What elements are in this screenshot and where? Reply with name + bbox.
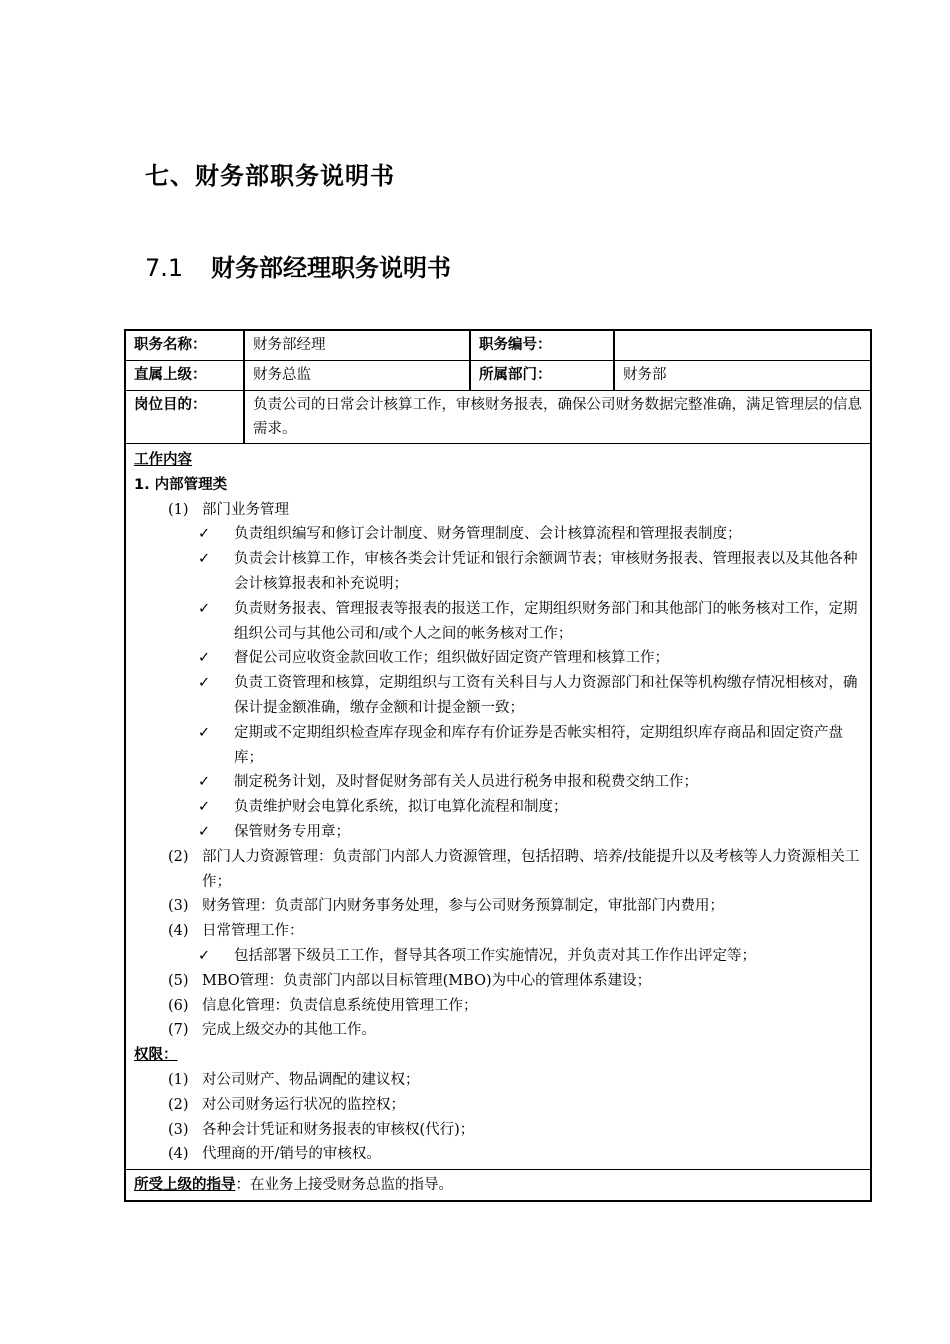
authority-item-number: (2) — [168, 1096, 189, 1113]
work-item-text: 完成上级交办的其他工作。 — [202, 1022, 376, 1039]
checkmark-icon: ✓ — [198, 551, 211, 568]
checklist-item — [134, 646, 862, 671]
checklist-item — [134, 547, 862, 597]
checkmark-icon: ✓ — [198, 650, 211, 667]
work-item-number: (3) — [168, 898, 189, 915]
checklist-text: 负责工资管理和核算，定期组织与工资有关科目与人力资源部门和社保等机构缴存情况相核对，确保计提金额准确，缴存金额和计提金额一致； — [234, 675, 858, 716]
authority-item-text: 对公司财务运行状况的监控权； — [202, 1096, 405, 1113]
purpose-value: 负责公司的日常会计核算工作，审核财务报表，确保公司财务数据完整准确，满足管理层的信息需求。 — [253, 397, 862, 437]
work-item-text: 部门业务管理 — [202, 501, 289, 518]
checklist-item — [134, 597, 862, 647]
checklist-text: 制定税务计划，及时督促财务部有关人员进行税务申报和税费交纳工作； — [234, 774, 698, 791]
authority-list — [134, 1068, 862, 1167]
checklist-item — [134, 522, 862, 547]
checklist-item — [134, 944, 862, 969]
work-content-title: 工作内容 — [134, 452, 192, 468]
checklist-text: 保管财务专用章； — [234, 823, 350, 840]
purpose-label: 岗位目的： — [126, 391, 245, 443]
work-item-number: (6) — [168, 997, 189, 1014]
checklist-text: 负责会计核算工作，审核各类会计凭证和银行余额调节表；审核财务报表、管理报表以及其他各种会计核算报表和补充说明； — [234, 551, 858, 592]
work-item-text: MBO管理：负责部门内部以目标管理(MBO)为中心的管理体系建设； — [202, 972, 652, 989]
guidance-text: ：在业务上接受财务总监的指导。 — [235, 1177, 453, 1194]
job-code-label: 职务编号： — [471, 331, 615, 360]
authority-item — [134, 1118, 862, 1143]
guidance-row — [126, 1170, 870, 1200]
work-item-text: 信息化管理：负责信息系统使用管理工作； — [202, 997, 478, 1014]
work-item-number: (4) — [168, 923, 189, 940]
checklist-item — [134, 721, 862, 771]
job-description-table — [124, 329, 872, 1202]
work-item-number: (2) — [168, 848, 189, 865]
subsection-number: 7.1 — [145, 254, 184, 282]
checklist-text: 包括部署下级员工工作，督导其各项工作实施情况，并负责对其工作作出评定等； — [234, 947, 756, 964]
work-item — [134, 845, 862, 895]
work-item-text: 日常管理工作： — [202, 923, 304, 940]
checkmark-icon: ✓ — [198, 675, 211, 692]
work-item — [134, 894, 862, 919]
checklist-item — [134, 795, 862, 820]
work-item — [134, 969, 862, 994]
authority-item — [134, 1093, 862, 1118]
authority-item — [134, 1068, 862, 1093]
checkmark-icon: ✓ — [198, 600, 211, 617]
work-item — [134, 994, 862, 1019]
job-code-value — [615, 331, 870, 360]
authority-item-number: (3) — [168, 1121, 189, 1138]
authority-item-text: 对公司财产、物品调配的建议权； — [202, 1071, 420, 1088]
checklist-item — [134, 671, 862, 721]
dept-label: 所属部门： — [471, 361, 615, 390]
work-item-number: (1) — [168, 501, 189, 518]
checklist-text: 负责财务报表、管理报表等报表的报送工作，定期组织财务部门和其他部门的帐务核对工作，定期组织公司与其他公司和/或个人之间的帐务核对工作； — [234, 600, 858, 642]
work-item-text: 部门人力资源管理：负责部门内部人力资源管理，包括招聘、培养/技能提升以及考核等人力资源相关工作； — [202, 848, 860, 890]
checkmark-icon: ✓ — [198, 947, 211, 964]
dept-value: 财务部 — [623, 367, 667, 383]
checkmark-icon: ✓ — [198, 799, 211, 816]
checkmark-icon: ✓ — [198, 724, 211, 741]
work-items-list — [134, 498, 862, 1044]
authority-item-number: (1) — [168, 1071, 189, 1088]
work-item-number: (5) — [168, 972, 189, 989]
superior-label: 直属上级： — [126, 361, 245, 390]
category-internal-management: 1. 内部管理类 — [134, 476, 228, 493]
checklist-text: 负责组织编写和修订会计制度、财务管理制度、会计核算流程和管理报表制度； — [234, 526, 742, 543]
authority-item-text: 代理商的开/销号的审核权。 — [202, 1146, 381, 1163]
info-row-3 — [126, 391, 870, 444]
authority-item-number: (4) — [168, 1146, 189, 1163]
checkmark-icon: ✓ — [198, 526, 211, 543]
checkmark-icon: ✓ — [198, 823, 211, 840]
work-item — [134, 498, 862, 523]
checkmark-icon: ✓ — [198, 774, 211, 791]
work-item — [134, 919, 862, 944]
work-item — [134, 1018, 862, 1043]
info-row-1 — [126, 331, 870, 361]
info-row-2 — [126, 361, 870, 391]
job-name-value: 财务部经理 — [245, 331, 471, 360]
authority-title: 权限： — [134, 1047, 178, 1064]
checklist-item — [134, 820, 862, 845]
guidance-label: 所受上级的指导 — [134, 1177, 236, 1194]
superior-value: 财务总监 — [245, 361, 471, 390]
job-name-label: 职务名称： — [126, 331, 245, 360]
authority-item-text: 各种会计凭证和财务报表的审核权(代行)； — [202, 1121, 475, 1138]
checklist-item — [134, 770, 862, 795]
checklist-text: 督促公司应收资金款回收工作；组织做好固定资产管理和核算工作； — [234, 650, 669, 667]
work-item-number: (7) — [168, 1022, 189, 1039]
section-heading: 七、财务部职务说明书 — [145, 162, 395, 190]
work-item-text: 财务管理：负责部门内财务事务处理，参与公司财务预算制定，审批部门内费用； — [202, 898, 724, 915]
checklist-text: 定期或不定期组织检查库存现金和库存有价证券是否帐实相符，定期组织库存商品和固定资产盘库； — [234, 724, 843, 766]
subsection-heading — [145, 248, 451, 283]
checklist-text: 负责维护财会电算化系统，拟订电算化流程和制度； — [234, 799, 568, 816]
subsection-title: 财务部经理职务说明书 — [211, 254, 451, 282]
authority-item — [134, 1142, 862, 1167]
work-content-section — [126, 444, 870, 1170]
